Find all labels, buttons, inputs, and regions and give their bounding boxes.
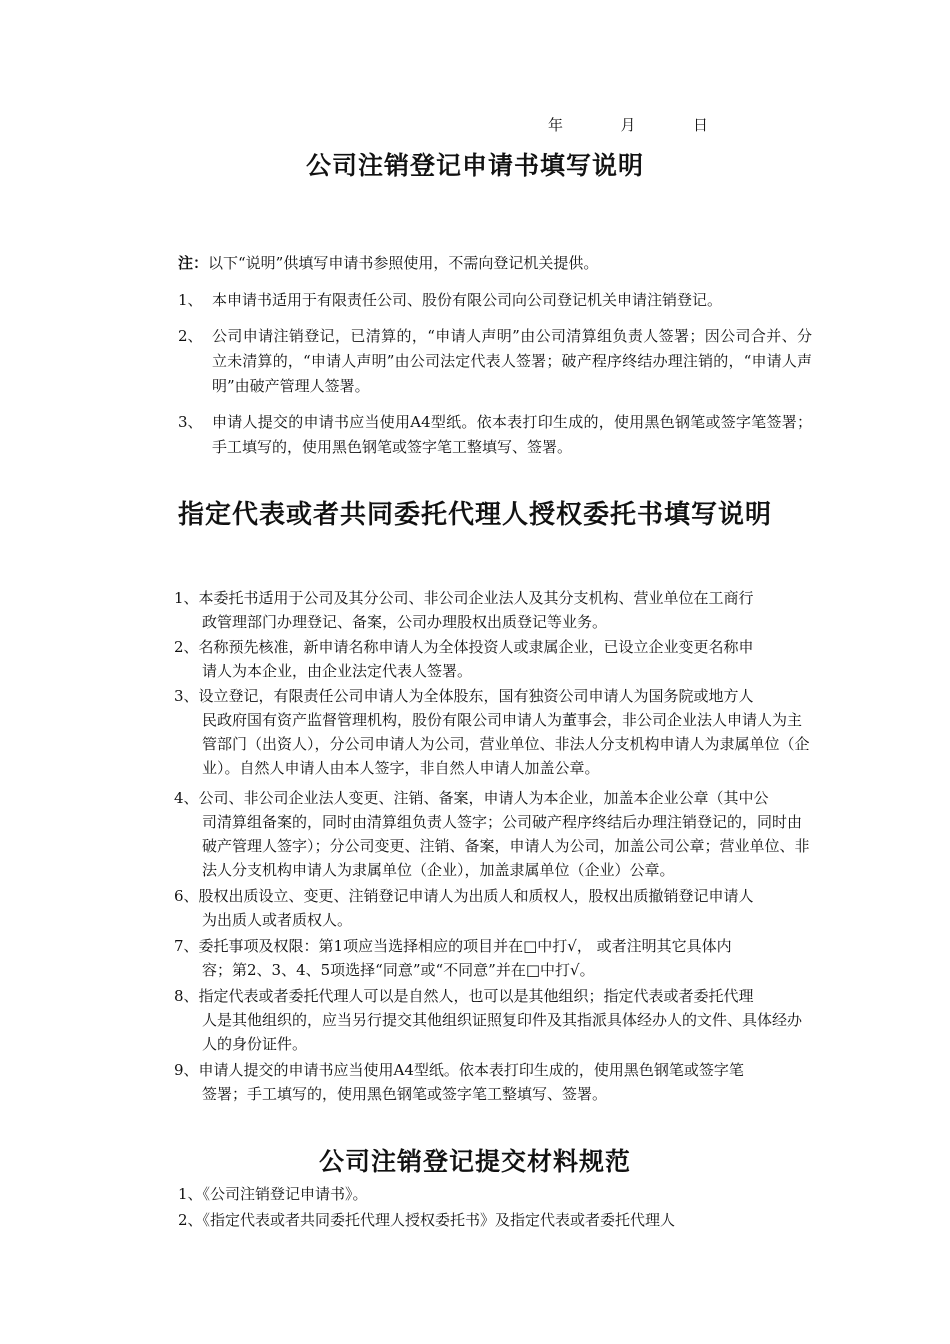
item-number: 1、 — [178, 1185, 203, 1203]
date-year: 年 — [548, 116, 564, 134]
item-continuation: 民政府国有资产监督管理机构，股份有限公司申请人为董事会，非公司企业法人申请人为主管部门（出资人），分公司申请人为公司，营业单位、非法人分支机构申请人为隶属单位（企业）。自然人申请人由本人签字，非自然人申请人加盖公章。 — [202, 711, 810, 777]
date-month: 月 — [620, 116, 636, 134]
item-continuation: 请人为本企业，由企业法定代表人签署。 — [202, 662, 473, 680]
section1-item — [178, 288, 812, 313]
item-continuation: 为出质人或者质权人。 — [202, 911, 353, 929]
section2-item — [174, 934, 812, 982]
item-number: 1、 — [178, 291, 203, 309]
item-text: 本申请书适用于有限责任公司、股份有限公司向公司登记机关申请注销登记。 — [212, 291, 723, 309]
date-line — [548, 114, 708, 135]
item-continuation: 政管理部门办理登记、备案，公司办理股权出质登记等业务。 — [202, 613, 608, 631]
section3-item — [178, 1182, 368, 1206]
item-first-line: 8、指定代表或者委托代理人可以是自然人，也可以是其他组织；指定代表或者委托代理 — [174, 987, 754, 1005]
item-number: 2、 — [178, 1211, 203, 1229]
date-day: 日 — [692, 116, 708, 134]
item-first-line: 6、股权出质设立、变更、注销登记申请人为出质人和质权人，股权出质撤销登记申请人 — [174, 887, 754, 905]
item-first-line: 3、设立登记，有限责任公司申请人为全体股东，国有独资公司申请人为国务院或地方人 — [174, 687, 754, 705]
item-continuation: 人是其他组织的，应当另行提交其他组织证照复印件及其指派具体经办人的文件、具体经办人的身份证件。 — [202, 1011, 803, 1053]
note-text: 以下“说明”供填写申请书参照使用，不需向登记机关提供。 — [208, 254, 599, 272]
item-text: 申请人提交的申请书应当使用A4型纸。依本表打印生成的，使用黑色钢笔或签字笔签署；手工填写的，使用黑色钢笔或签字笔工整填写、签署。 — [212, 413, 812, 456]
section2-item — [174, 586, 812, 634]
section2-item — [174, 1058, 812, 1106]
section1-item — [178, 410, 812, 460]
item-text: 《指定代表或者共同委托代理人授权委托书》及指定代表或者委托代理人 — [202, 1211, 676, 1229]
item-first-line: 2、名称预先核准，新申请名称申请人为全体投资人或隶属企业，已设立企业变更名称申 — [174, 638, 754, 656]
item-text: 《公司注销登记申请书》。 — [202, 1185, 368, 1203]
section2-item — [174, 984, 812, 1056]
item-first-line: 1、本委托书适用于公司及其分公司、非公司企业法人及其分支机构、营业单位在工商行 — [174, 589, 754, 607]
section1-title: 公司注销登记申请书填写说明 — [305, 151, 644, 180]
section2-item — [174, 635, 812, 683]
section2-title: 指定代表或者共同委托代理人授权委托书填写说明 — [177, 500, 772, 530]
section2-item — [174, 884, 812, 932]
item-number: 2、 — [178, 327, 203, 345]
item-number: 3、 — [178, 413, 203, 431]
section3-item — [178, 1208, 675, 1232]
item-first-line: 4、公司、非公司企业法人变更、注销、备案，申请人为本企业，加盖本企业公章（其中公 — [174, 789, 769, 807]
item-continuation: 签署；手工填写的，使用黑色钢笔或签字笔工整填写、签署。 — [202, 1085, 608, 1103]
item-first-line: 9、申请人提交的申请书应当使用A4型纸。依本表打印生成的，使用黑色钢笔或签字笔 — [174, 1061, 744, 1079]
note-label: 注： — [178, 254, 209, 272]
section3-title: 公司注销登记提交材料规范 — [318, 1147, 631, 1176]
section2-item — [174, 786, 812, 882]
item-first-line: 7、委托事项及权限：第1项应当选择相应的项目并在□中打√， 或者注明其它具体内 — [174, 937, 732, 955]
section1-note — [178, 252, 598, 273]
item-continuation: 司清算组备案的，同时由清算组负责人签字；公司破产程序终结后办理注销登记的，同时由破产管理人签字）；分公司变更、注销、备案，申请人为公司，加盖公司公章；营业单位、非法人分支机构申请人为隶属单位（企业），加盖隶属单位（企业）公章。 — [202, 813, 810, 879]
item-text: 公司申请注销登记，已清算的，“申请人声明”由公司清算组负责人签署；因公司合并、分立未清算的，“申请人声明”由公司法定代表人签署；破产程序终结办理注销的，“申请人声明”由破产管理人签署。 — [212, 327, 812, 395]
section1-item — [178, 324, 812, 399]
section2-item — [174, 684, 812, 780]
item-continuation: 容；第2、3、4、5项选择“同意”或“不同意”并在□中打√。 — [202, 961, 595, 979]
